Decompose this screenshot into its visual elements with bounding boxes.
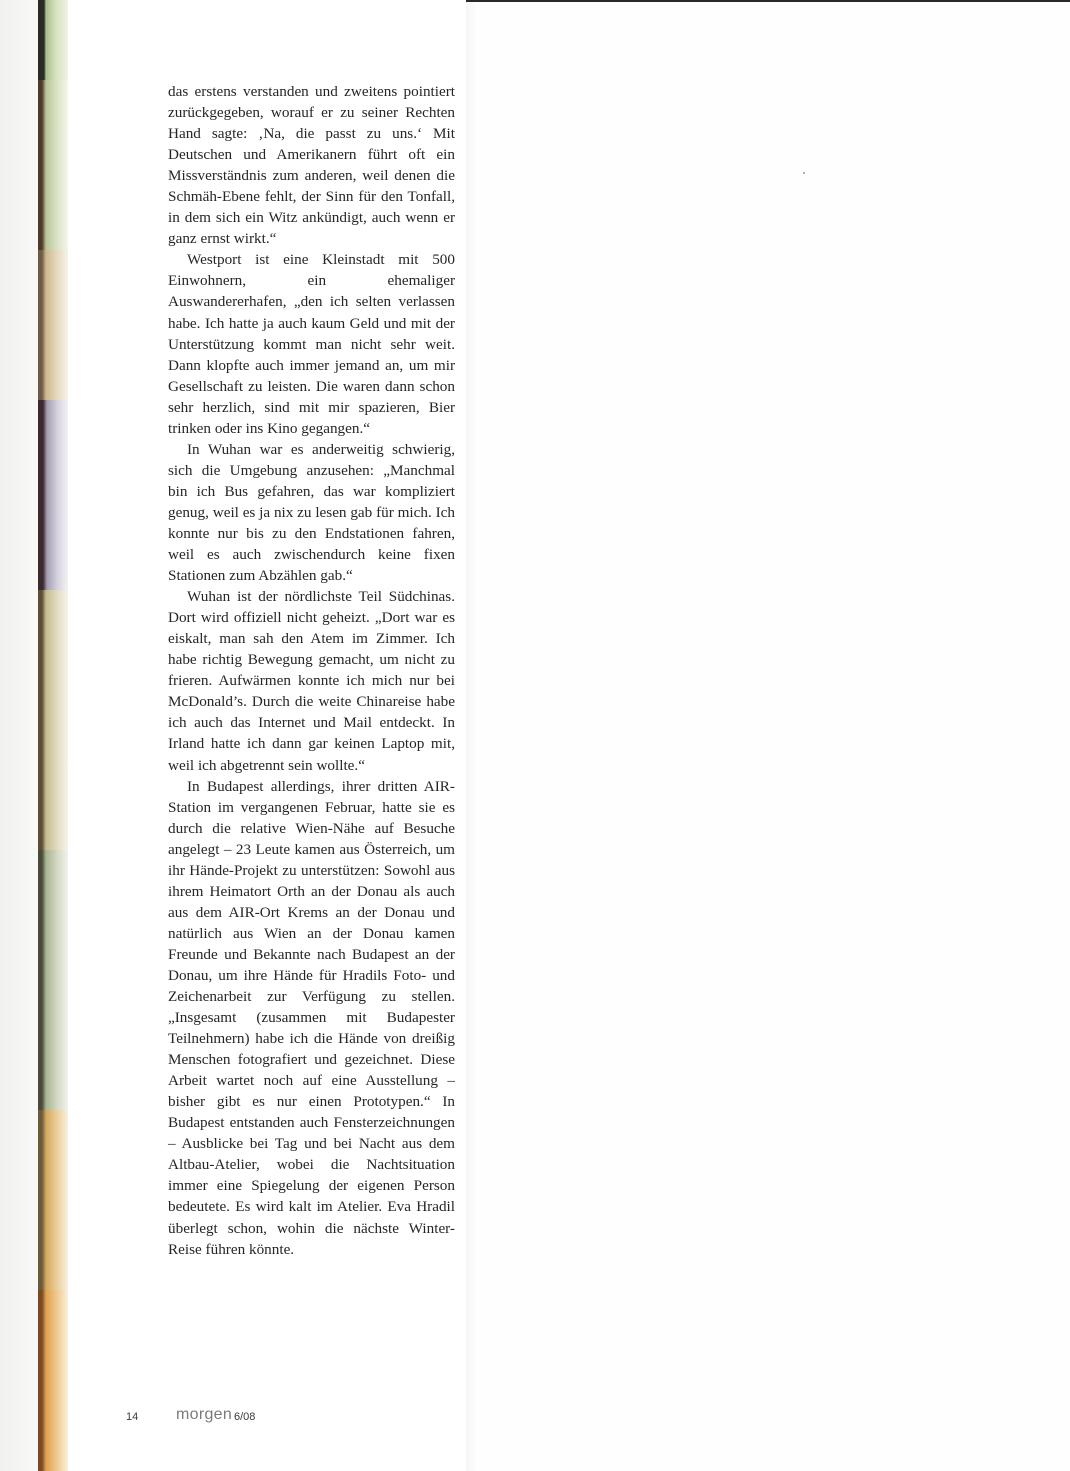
scan-speck [803, 172, 805, 174]
article-column [168, 81, 455, 1260]
article-paragraph-5: In Budapest allerdings, ihrer dritten AIR-Station im vergangenen Februar, hatte sie es durch die relative Wien-Nähe auf Besuche angelegt – 23 Leute kamen aus Österreich, um ihr Hände-Projekt zu unterstützen: Sowohl aus ihrem Heimatort Orth an der Donau als auch aus dem AIR-Ort Krems an der Donau und natürlich aus Wien an der Donau kamen Freunde und Bekannte nach Budapest an der Donau, um ihre Hände für Hradils Foto- und Zeichenarbeit zur Verfügung zu stellen. „Insgesamt (zusammen mit Budapester Teilnehmern) habe ich die Hände von dreißig Menschen fotografiert und gezeichnet. Diese Arbeit wartet noch auf eine Ausstellung – bisher gibt es nur einen Prototypen.“ In Budapest entstanden auch Fensterzeichnungen – Ausblicke bei Tag und bei Nacht aus dem Altbau-Atelier, wobei die Nachtsituation immer eine Spiegelung der eigenen Person bedeutete. Es wird kalt im Atelier. Eva Hradil überlegt schon, wohin die nächste Winter-Reise führen könnte. [168, 777, 455, 1258]
article-paragraph-1: das erstens verstanden und zweitens pointiert zurückgegeben, worauf er zu seiner Rechten Hand sagte: ‚Na, die passt zu uns.‘ Mit Deutschen und Amerikanern führt oft ein Missverständnis zum anderen, weil denen die Schmäh-Ebene fehlt, der Sinn für den Tonfall, in dem sich ein Witz ankündigt, auch wenn er ganz ernst wirkt.“ [168, 83, 455, 248]
magazine-issue: 6/08 [234, 1411, 256, 1423]
magazine-name: morgen [176, 1406, 233, 1423]
article-paragraph-2: Westport ist eine Kleinstadt mit 500 Einwohnern, ein ehemaliger Auswandererhafen, „den ich selten verlassen habe. Ich hatte ja auch kaum Geld und mit der Unterstützung kommt man nicht sehr weit. Dann klopfte auch immer jemand an, um mir Gesellschaft zu leisten. Die waren dann schon sehr herzlich, sind mit mir spazieren, Bier trinken oder ins Kino gegangen.“ [168, 251, 455, 437]
page-number: 14 [126, 1411, 139, 1423]
top-edge-line [466, 0, 1070, 2]
blank-right-page [475, 0, 1070, 1471]
article-paragraph-4: Wuhan ist der nördlichste Teil Südchinas. Dort wird offiziell nicht geheizt. „Dort war es eiskalt, man sah den Atem im Zimmer. Ich habe richtig Bewegung gemacht, um nicht zu frieren. Aufwärmen konnte ich mich nur bei McDonald’s. Durch die weite Chinareise habe ich auch das Internet und Mail entdeckt. In Irland hatte ich dann gar keinen Laptop mit, weil ich abgetrennt sein wollte.“ [168, 588, 455, 774]
article-paragraph-3: In Wuhan war es anderweitig schwierig, sich die Umgebung anzusehen: „Manchmal bin ich Bus gefahren, das war kompliziert genug, weil es ja nix zu lesen gab für mich. Ich konnte nur bis zu den Endstationen fahren, weil es auch zwischendurch keine fixen Stationen zum Abzählen gab.“ [168, 440, 455, 585]
adjacent-page-color-edge [38, 0, 68, 1471]
